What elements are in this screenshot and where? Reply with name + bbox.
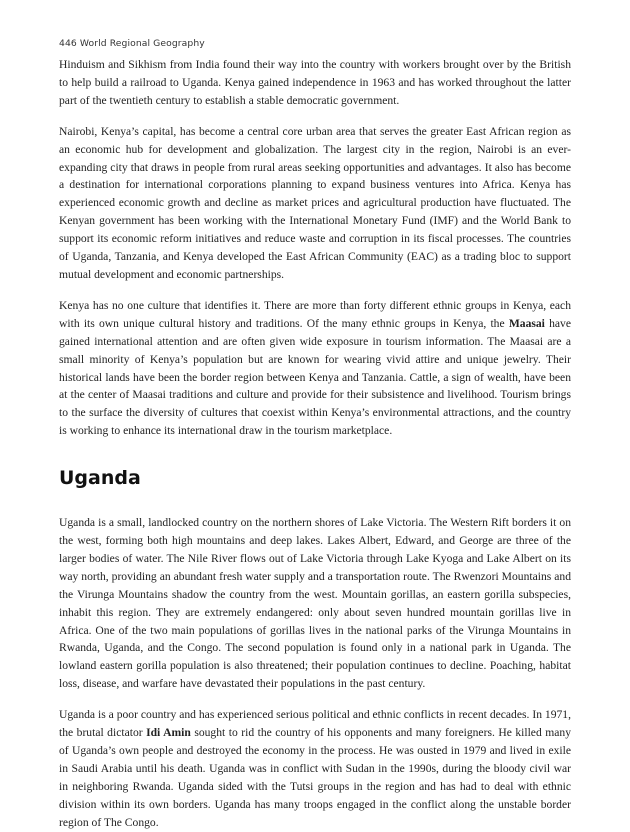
paragraph-nairobi-economy: Nairobi, Kenya’s capital, has become a central core urban area that serves the greater East African region as an economic hub for development and globalization. The largest city in the region, Nairobi is an ever-expanding city that draws in people from rural areas seeking opportunities and advantages. It also has become a destination for international corporations planning to expand business ventures into Africa. Kenya has experienced economic growth and decline as market prices and agricultural production have fluctuated. The Kenyan government has been working with the International Monetary Fund (IMF) and the World Bank to support its economic reform initiatives and reduce waste and corruption in its fiscal processes. The countries of Uganda, Tanzania, and Kenya developed the East African Community (EAC) as a trading bloc to support mutual development and economic partnerships.	[59, 124, 571, 281]
paragraph-uganda-politics	[59, 706, 571, 831]
paragraph-uganda-geography: Uganda is a small, landlocked country on the northern shores of Lake Victoria. The Western Rift borders it on the west, forming both high mountains and deep lakes. Lakes Albert, Edward, and George are three of the larger bodies of water. The Nile River flows out of Lake Victoria through Lake Kyoga and Lake Albert on its way north, providing an abundant fresh water supply and a transportation route. The Rwenzori Mountains and the Virunga Mountains shadow the country from the west. Mountain gorillas, an eastern gorilla subspecies, inhabit this region. They are extremely endangered: only about seven hundred mountain gorillas live in Africa. One of the two main populations of gorillas lives in the national parks of the Virunga Mountains in Rwanda, Uganda, and the Congo. The second population is found only in a national park in Uganda. The lowland eastern gorilla population is also threatened; their population continues to decline. Poaching, habitat loss, disease, and warfare have devastated their populations in the past century.	[59, 516, 571, 691]
paragraph-text-segment: sought to rid the country of his opponents and many foreigners. He killed many of Uganda’s own people and destroyed the economy in the process. He was ousted in 1979 and lived in exile in Saudi Arabia until his death. Uganda was in conflict with Sudan in the 1990s, during the bloody civil war in neighboring Rwanda. Uganda sided with the Tutsi groups in the region and has had to deal with ethnic division within its own borders. Uganda has many troops engaged in the conflict along the unstable border region of The Congo.	[59, 726, 571, 829]
paragraph-text-segment: have gained international attention and are often given wide exposure in tourism information. The Maasai are a small minority of Kenya’s population but are known for wearing vivid attire and unique jewelry. Their historical lands have been the border region between Kenya and Tanzania. Cattle, a sign of wealth, have been at the center of Maasai traditions and culture and provide for their subsistence and livelihood. Tourism brings to the surface the diversity of cultures that coexist within Kenya’s environmental attractions, and the country is working to enhance its international draw in the tourism marketplace.	[59, 316, 571, 438]
section-heading-uganda: Uganda	[59, 467, 141, 490]
book-title: World Regional Geography	[79, 38, 205, 49]
page-number: 446	[59, 38, 77, 49]
paragraph-text-segment: Kenya has no one culture that identifies it. There are more than forty different ethnic groups in Kenya, each with its own unique cultural history and traditions. Of the many ethnic groups in Kenya, the	[59, 298, 571, 330]
running-header	[59, 38, 571, 50]
paragraph-text-segment: Uganda is a poor country and has experienced serious political and ethnic conflicts in recent decades. In 1971, the brutal dictator	[59, 708, 571, 740]
key-term-idi-amin: Idi Amin	[146, 726, 191, 740]
paragraph-kenya-culture	[59, 297, 571, 440]
paragraph-religion-railroad: Hinduism and Sikhism from India found their way into the country with workers brought over by the British to help build a railroad to Uganda. Kenya gained independence in 1963 and has worked throughout the latter part of the twentieth century to establish a stable democratic government.	[59, 58, 571, 107]
key-term-maasai: Maasai	[508, 316, 545, 330]
